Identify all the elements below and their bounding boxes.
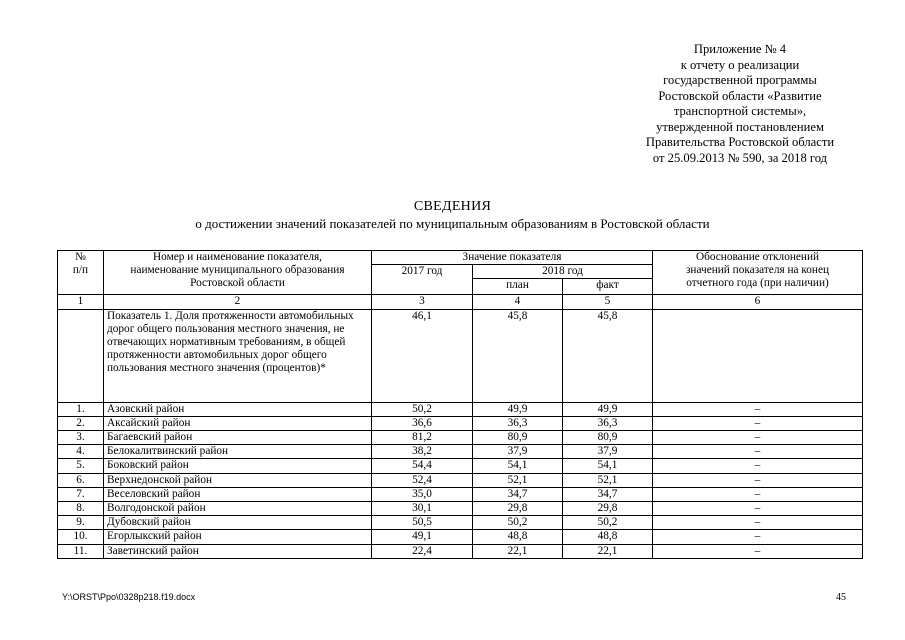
header-plan: план: [473, 279, 563, 295]
row-plan: 50,2: [473, 516, 563, 530]
appendix-line: к отчету о реализации: [680, 57, 800, 72]
row-fact: 49,9: [563, 402, 653, 416]
row-fact: 34,7: [563, 487, 653, 501]
indicator-num: [58, 309, 104, 402]
row-plan: 80,9: [473, 431, 563, 445]
row-municipality: Дубовский район: [104, 516, 372, 530]
row-reason: –: [653, 530, 863, 544]
row-reason: –: [653, 487, 863, 501]
table-row: [58, 530, 863, 544]
row-plan: 37,9: [473, 445, 563, 459]
header-year-2017: 2017 год: [372, 265, 473, 295]
appendix-line: от 25.09.2013 № 590, за 2018 год: [652, 150, 828, 165]
row-reason: –: [653, 416, 863, 430]
table-row: [58, 487, 863, 501]
header-reason: Обоснование отклонений значений показателя на конец отчетного года (при наличии): [653, 251, 863, 295]
table-row: [58, 416, 863, 430]
row-value-2017: 54,4: [372, 459, 473, 473]
row-value-2017: 35,0: [372, 487, 473, 501]
row-plan: 54,1: [473, 459, 563, 473]
row-num: 11.: [58, 544, 104, 558]
row-value-2017: 38,2: [372, 445, 473, 459]
row-value-2017: 36,6: [372, 416, 473, 430]
row-value-2017: 50,5: [372, 516, 473, 530]
header-fact: факт: [563, 279, 653, 295]
table-row: [58, 431, 863, 445]
row-plan: 34,7: [473, 487, 563, 501]
column-number-row: [58, 295, 863, 309]
table-row: [58, 473, 863, 487]
indicator-name: Показатель 1. Доля протяженности автомобильных дорог общего пользования местного значения, не отвечающих нормативным требованиям, в общей протяженности автомобильных дорог общего пользования местного значения (процентов)*: [104, 309, 372, 402]
row-municipality: Веселовский район: [104, 487, 372, 501]
column-number: 1: [58, 295, 104, 309]
row-plan: 29,8: [473, 502, 563, 516]
indicator-fact: 45,8: [563, 309, 653, 402]
table-row: [58, 502, 863, 516]
row-reason: –: [653, 431, 863, 445]
appendix-line: транспортной системы»,: [673, 104, 807, 118]
row-value-2017: 50,2: [372, 402, 473, 416]
row-num: 10.: [58, 530, 104, 544]
header-value: Значение показателя: [372, 251, 653, 265]
page-number: 45: [836, 592, 846, 603]
header-name: Номер и наименование показателя, наименование муниципального образования Ростовской области: [104, 251, 372, 295]
column-number: 4: [473, 295, 563, 309]
row-value-2017: 81,2: [372, 431, 473, 445]
column-number: 6: [653, 295, 863, 309]
row-num: 3.: [58, 431, 104, 445]
document-title: СВЕДЕНИЯ: [413, 199, 492, 214]
row-reason: –: [653, 516, 863, 530]
column-number: 5: [563, 295, 653, 309]
header-row: [58, 251, 863, 265]
row-plan: 52,1: [473, 473, 563, 487]
indicator-2017: 46,1: [372, 309, 473, 402]
table-row: [58, 544, 863, 558]
row-municipality: Багаевский район: [104, 431, 372, 445]
header-year-2018: 2018 год: [473, 265, 653, 279]
row-fact: 54,1: [563, 459, 653, 473]
row-num: 7.: [58, 487, 104, 501]
row-reason: –: [653, 402, 863, 416]
row-fact: 48,8: [563, 530, 653, 544]
indicator-reason: [653, 309, 863, 402]
row-value-2017: 52,4: [372, 473, 473, 487]
indicator-table: [57, 250, 863, 559]
footer-file-path: Y:\ORST\Ppo\0328p218.f19.docx: [62, 592, 196, 602]
indicator-plan: 45,8: [473, 309, 563, 402]
row-fact: 37,9: [563, 445, 653, 459]
row-reason: –: [653, 445, 863, 459]
row-num: 8.: [58, 502, 104, 516]
row-fact: 80,9: [563, 431, 653, 445]
indicator-row: [58, 309, 863, 402]
row-num: 6.: [58, 473, 104, 487]
row-municipality: Боковский район: [104, 459, 372, 473]
column-number: 3: [372, 295, 473, 309]
row-value-2017: 49,1: [372, 530, 473, 544]
row-num: 1.: [58, 402, 104, 416]
row-num: 2.: [58, 416, 104, 430]
row-value-2017: 30,1: [372, 502, 473, 516]
row-municipality: Азовский район: [104, 402, 372, 416]
row-municipality: Верхнедонской район: [104, 473, 372, 487]
appendix-line: государственной программы: [663, 73, 817, 87]
document-subtitle: о достижении значений показателей по муниципальным образованиям в Ростовской области: [195, 216, 710, 231]
row-num: 5.: [58, 459, 104, 473]
row-plan: 48,8: [473, 530, 563, 544]
appendix-note: [590, 42, 890, 166]
row-fact: 36,3: [563, 416, 653, 430]
table-row: [58, 459, 863, 473]
table-row: [58, 445, 863, 459]
row-reason: –: [653, 459, 863, 473]
row-plan: 49,9: [473, 402, 563, 416]
row-num: 9.: [58, 516, 104, 530]
column-number: 2: [104, 295, 372, 309]
table-row: [58, 516, 863, 530]
row-fact: 52,1: [563, 473, 653, 487]
row-num: 4.: [58, 445, 104, 459]
appendix-line: Ростовской области «Развитие: [658, 88, 822, 103]
row-fact: 29,8: [563, 502, 653, 516]
row-plan: 36,3: [473, 416, 563, 430]
appendix-line: Правительства Ростовской области: [645, 135, 835, 149]
row-reason: –: [653, 544, 863, 558]
row-municipality: Аксайский район: [104, 416, 372, 430]
appendix-line: утвержденной постановлением: [656, 119, 824, 134]
row-municipality: Заветинский район: [104, 544, 372, 558]
row-reason: –: [653, 502, 863, 516]
row-municipality: Егорлыкский район: [104, 530, 372, 544]
row-reason: –: [653, 473, 863, 487]
row-fact: 22,1: [563, 544, 653, 558]
table-row: [58, 402, 863, 416]
row-plan: 22,1: [473, 544, 563, 558]
row-value-2017: 22,4: [372, 544, 473, 558]
row-municipality: Волгодонской район: [104, 502, 372, 516]
appendix-line: Приложение № 4: [693, 42, 787, 56]
row-fact: 50,2: [563, 516, 653, 530]
header-num: № п/п: [58, 251, 104, 295]
row-municipality: Белокалитвинский район: [104, 445, 372, 459]
